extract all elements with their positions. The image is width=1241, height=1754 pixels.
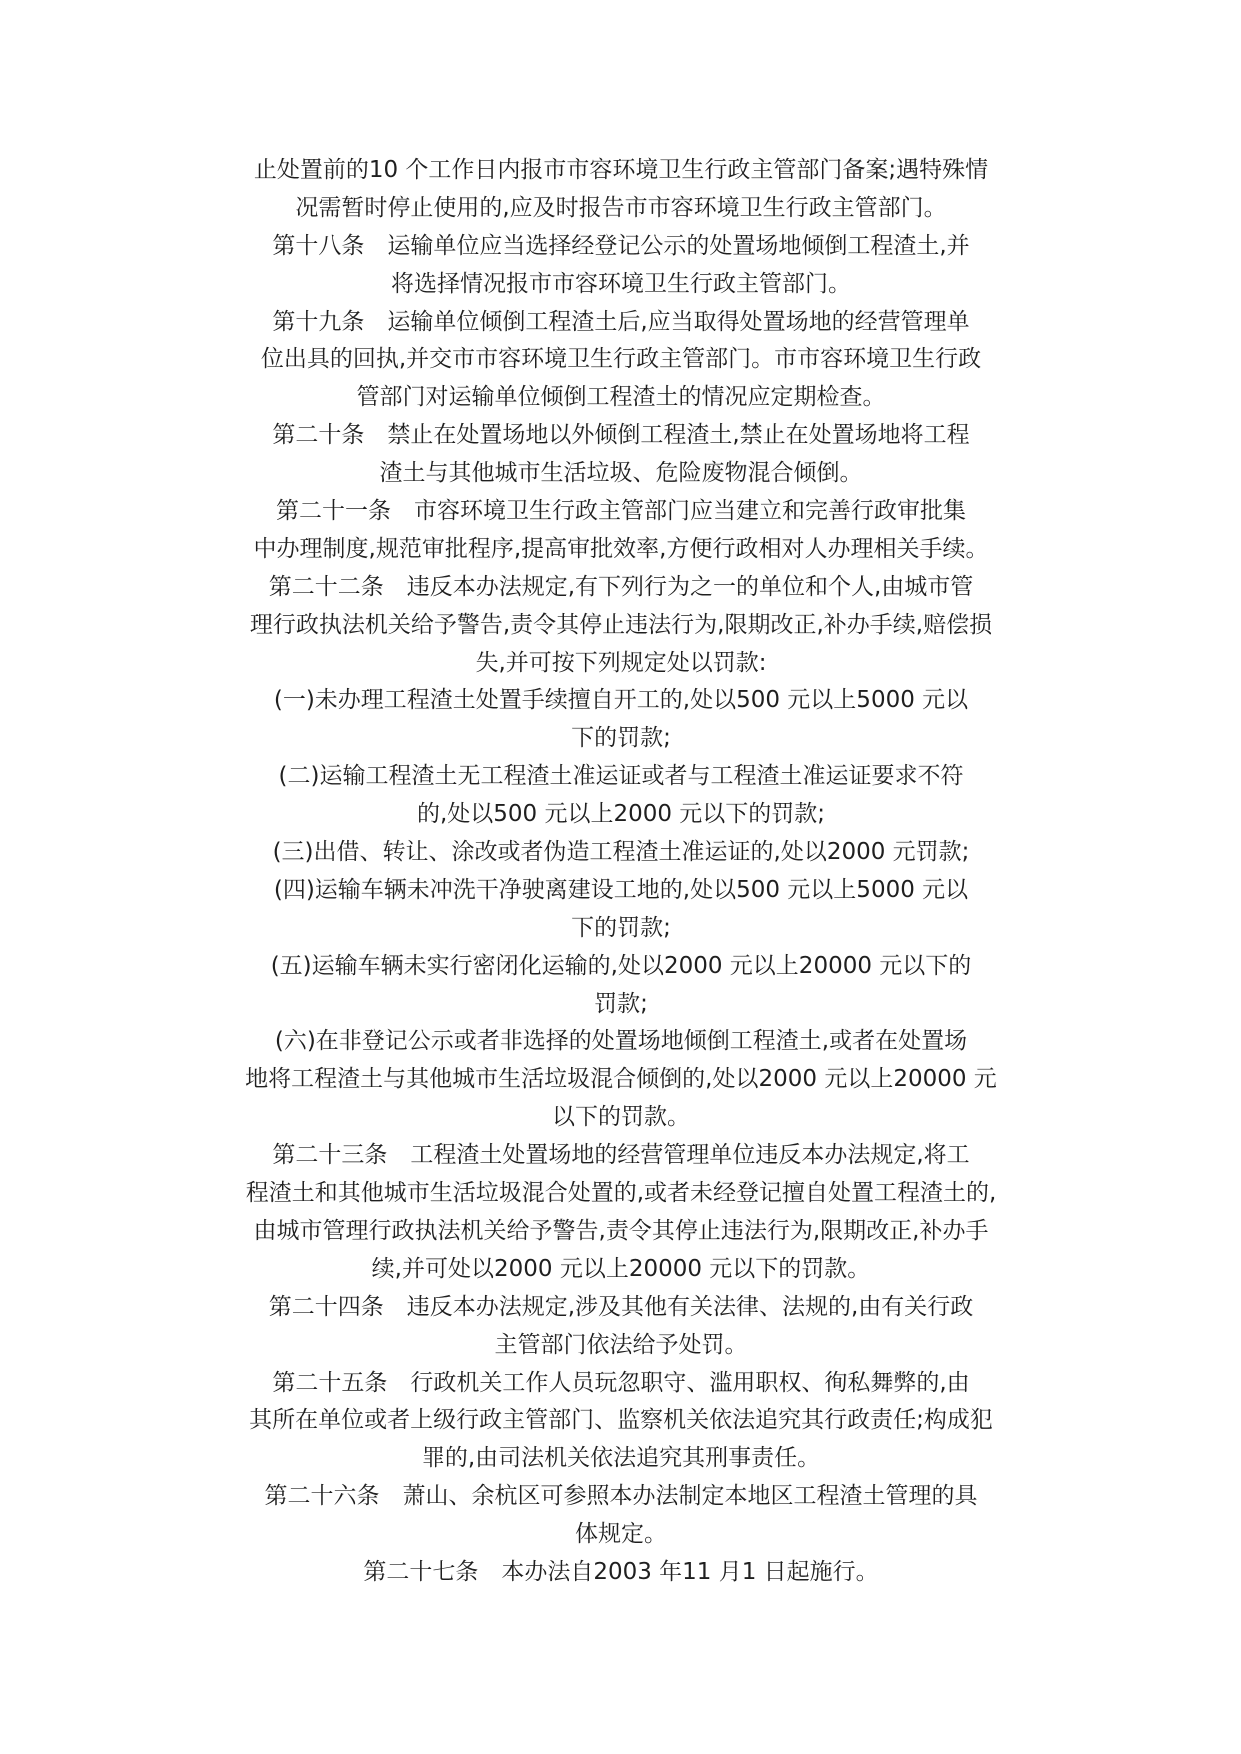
text-line: 下的罚款;: [571, 914, 671, 941]
text-line: 第十八条 运输单位应当选择经登记公示的处置场地倾倒工程渣土,并: [272, 232, 970, 259]
text-line: 第二十条 禁止在处置场地以外倾倒工程渣土,禁止在处置场地将工程: [272, 422, 970, 449]
text-line: 由城市管理行政执法机关给予警告,责令其停止违法行为,限期改正,补办手: [253, 1217, 989, 1244]
text-line: 罚款;: [594, 990, 648, 1017]
text-line: 程渣土和其他城市生活垃圾混合处置的,或者未经登记擅自处置工程渣土的,: [245, 1180, 997, 1207]
text-line: 第二十三条 工程渣土处置场地的经营管理单位违反本办法规定,将工: [272, 1142, 970, 1169]
text-line: 渣土与其他城市生活垃圾、危险废物混合倾倒。: [379, 460, 863, 487]
text-line: 第二十四条 违反本办法规定,涉及其他有关法律、法规的,由有关行政: [268, 1293, 974, 1320]
text-line: 止处置前的10 个工作日内报市市容环境卫生行政主管部门备案;遇特殊情: [253, 157, 989, 183]
text-line: 主管部门依法给予处罚。: [494, 1331, 748, 1358]
text-line: 下的罚款;: [571, 725, 671, 752]
document-body: [226, 152, 1016, 1592]
text-line: (一)未办理工程渣土处置手续擅自开工的,处以500 元以上5000 元以: [273, 687, 969, 714]
text-line: 第二十五条 行政机关工作人员玩忽职守、滥用职权、徇私舞弊的,由: [272, 1369, 970, 1396]
text-line: 管部门对运输单位倾倒工程渣土的情况应定期检查。: [356, 384, 886, 411]
text-line: 续,并可处以2000 元以上20000 元以下的罚款。: [371, 1255, 871, 1282]
text-line: (二)运输工程渣土无工程渣土准运证或者与工程渣土准运证要求不符: [278, 763, 964, 790]
text-line: 失,并可按下列规定处以罚款:: [475, 649, 767, 676]
text-line: 将选择情况报市市容环境卫生行政主管部门。: [391, 270, 851, 297]
text-line: 理行政执法机关给予警告,责令其停止违法行为,限期改正,补办手续,赔偿损: [249, 611, 993, 638]
text-line: (六)在非登记公示或者非选择的处置场地倾倒工程渣土,或者在处置场: [274, 1028, 968, 1055]
text-line: 况需暂时停止使用的,应及时报告市市容环境卫生行政主管部门。: [295, 194, 947, 221]
text-line: (四)运输车辆未冲洗干净驶离建设工地的,处以500 元以上5000 元以: [273, 876, 969, 903]
text-line: (三)出借、转让、涂改或者伪造工程渣土准运证的,处以2000 元罚款;: [272, 839, 970, 866]
text-line: 第二十六条 萧山、余杭区可参照本办法制定本地区工程渣土管理的具: [264, 1483, 978, 1510]
text-line: 的,处以500 元以上2000 元以下的罚款;: [416, 801, 826, 828]
text-line: 第二十二条 违反本办法规定,有下列行为之一的单位和个人,由城市管: [268, 573, 974, 600]
text-line: 地将工程渣土与其他城市生活垃圾混合倾倒的,处以2000 元以上20000 元: [245, 1066, 997, 1093]
text-line: 其所在单位或者上级行政主管部门、监察机关依法追究其行政责任;构成犯: [249, 1407, 993, 1434]
text-line: 第二十一条 市容环境卫生行政主管部门应当建立和完善行政审批集: [276, 498, 966, 525]
text-line: 罪的,由司法机关依法追究其刑事责任。: [421, 1445, 821, 1472]
text-line: 位出具的回执,并交市市容环境卫生行政主管部门。市市容环境卫生行政: [260, 346, 982, 373]
text-line: 第二十七条 本办法自2003 年11 月1 日起施行。: [363, 1558, 879, 1585]
text-line: (五)运输车辆未实行密闭化运输的,处以2000 元以上20000 元以下的: [270, 952, 972, 979]
text-line: 中办理制度,规范审批程序,提高审批效率,方便行政相对人办理相关手续。: [253, 535, 989, 562]
text-line: 以下的罚款。: [552, 1104, 690, 1131]
text-line: 第十九条 运输单位倾倒工程渣土后,应当取得处置场地的经营管理单: [272, 308, 970, 335]
text-line: 体规定。: [575, 1521, 667, 1548]
